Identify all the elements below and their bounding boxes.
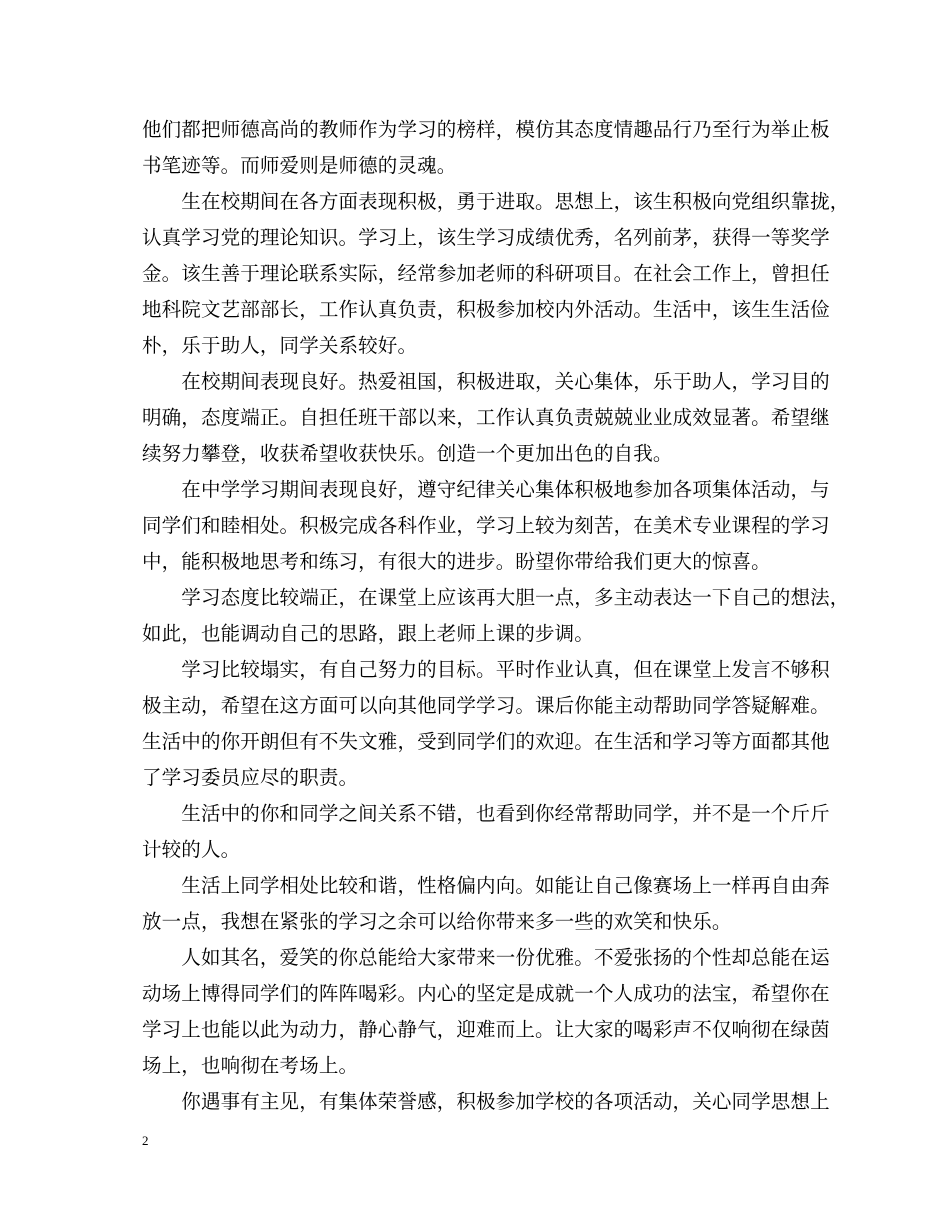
text-line: 续努力攀登，收获希望收获快乐。创造一个更加出色的自我。 [142, 442, 673, 465]
text-line: 放一点，我想在紧张的学习之余可以给你带来多一些的欢笑和快乐。 [142, 910, 732, 933]
text-line: 认真学习党的理论知识。学习上，该生学习成绩优秀，名列前茅，获得一等奖学 [142, 226, 830, 249]
text-line: 学习比较塌实，有自己努力的目标。平时作业认真，但在课堂上发言不够积 [142, 658, 830, 681]
text-line: 同学们和睦相处。积极完成各科作业，学习上较为刻苦，在美术专业课程的学习 [142, 514, 830, 537]
text-line: 生在校期间在各方面表现积极，勇于进取。思想上，该生积极向党组织靠拢， [142, 190, 850, 213]
text-line: 金。该生善于理论联系实际，经常参加老师的科研项目。在社会工作上，曾担任 [142, 262, 830, 285]
text-line: 他们都把师德高尚的教师作为学习的榜样，模仿其态度情趣品行乃至行为举止板 [142, 118, 830, 141]
text-line: 在校期间表现良好。热爱祖国，积极进取，关心集体，乐于助人，学习目的 [142, 370, 830, 393]
text-line: 人如其名，爱笑的你总能给大家带来一份优雅。不爱张扬的个性却总能在运 [142, 946, 830, 969]
text-line: 极主动，希望在这方面可以向其他同学学习。课后你能主动帮助同学答疑解难。 [142, 694, 830, 717]
text-line: 生活中的你和同学之间关系不错，也看到你经常帮助同学，并不是一个斤斤 [142, 802, 830, 825]
text-line: 在中学学习期间表现良好，遵守纪律关心集体积极地参加各项集体活动，与 [142, 478, 830, 501]
text-line: 中，能积极地思考和练习，有很大的进步。盼望你带给我们更大的惊喜。 [142, 550, 771, 573]
text-line: 学习上也能以此为动力，静心静气，迎难而上。让大家的喝彩声不仅响彻在绿茵 [142, 1018, 830, 1041]
text-line: 了学习委员应尽的职责。 [142, 766, 359, 789]
text-line: 地科院文艺部部长，工作认真负责，积极参加校内外活动。生活中，该生生活俭 [142, 298, 830, 321]
text-line: 计较的人。 [142, 838, 241, 861]
text-line: 场上，也响彻在考场上。 [142, 1054, 359, 1077]
text-line: 你遇事有主见，有集体荣誉感，积极参加学校的各项活动，关心同学思想上 [142, 1090, 830, 1113]
text-line: 生活中的你开朗但有不失文雅，受到同学们的欢迎。在生活和学习等方面都其他 [142, 730, 830, 753]
text-line: 朴，乐于助人，同学关系较好。 [142, 334, 418, 357]
text-line: 明确，态度端正。自担任班干部以来，工作认真负责兢兢业业成效显著。希望继 [142, 406, 830, 429]
text-line: 学习态度比较端正，在课堂上应该再大胆一点，多主动表达一下自己的想法， [142, 586, 850, 609]
page-number: 2 [142, 1133, 149, 1148]
text-line: 书笔迹等。而师爱则是师德的灵魂。 [142, 154, 457, 177]
text-line: 动场上博得同学们的阵阵喝彩。内心的坚定是成就一个人成功的法宝，希望你在 [142, 982, 830, 1005]
text-line: 如此，也能调动自己的思路，跟上老师上课的步调。 [142, 622, 594, 645]
text-line: 生活上同学相处比较和谐，性格偏内向。如能让自己像赛场上一样再自由奔 [142, 874, 830, 897]
